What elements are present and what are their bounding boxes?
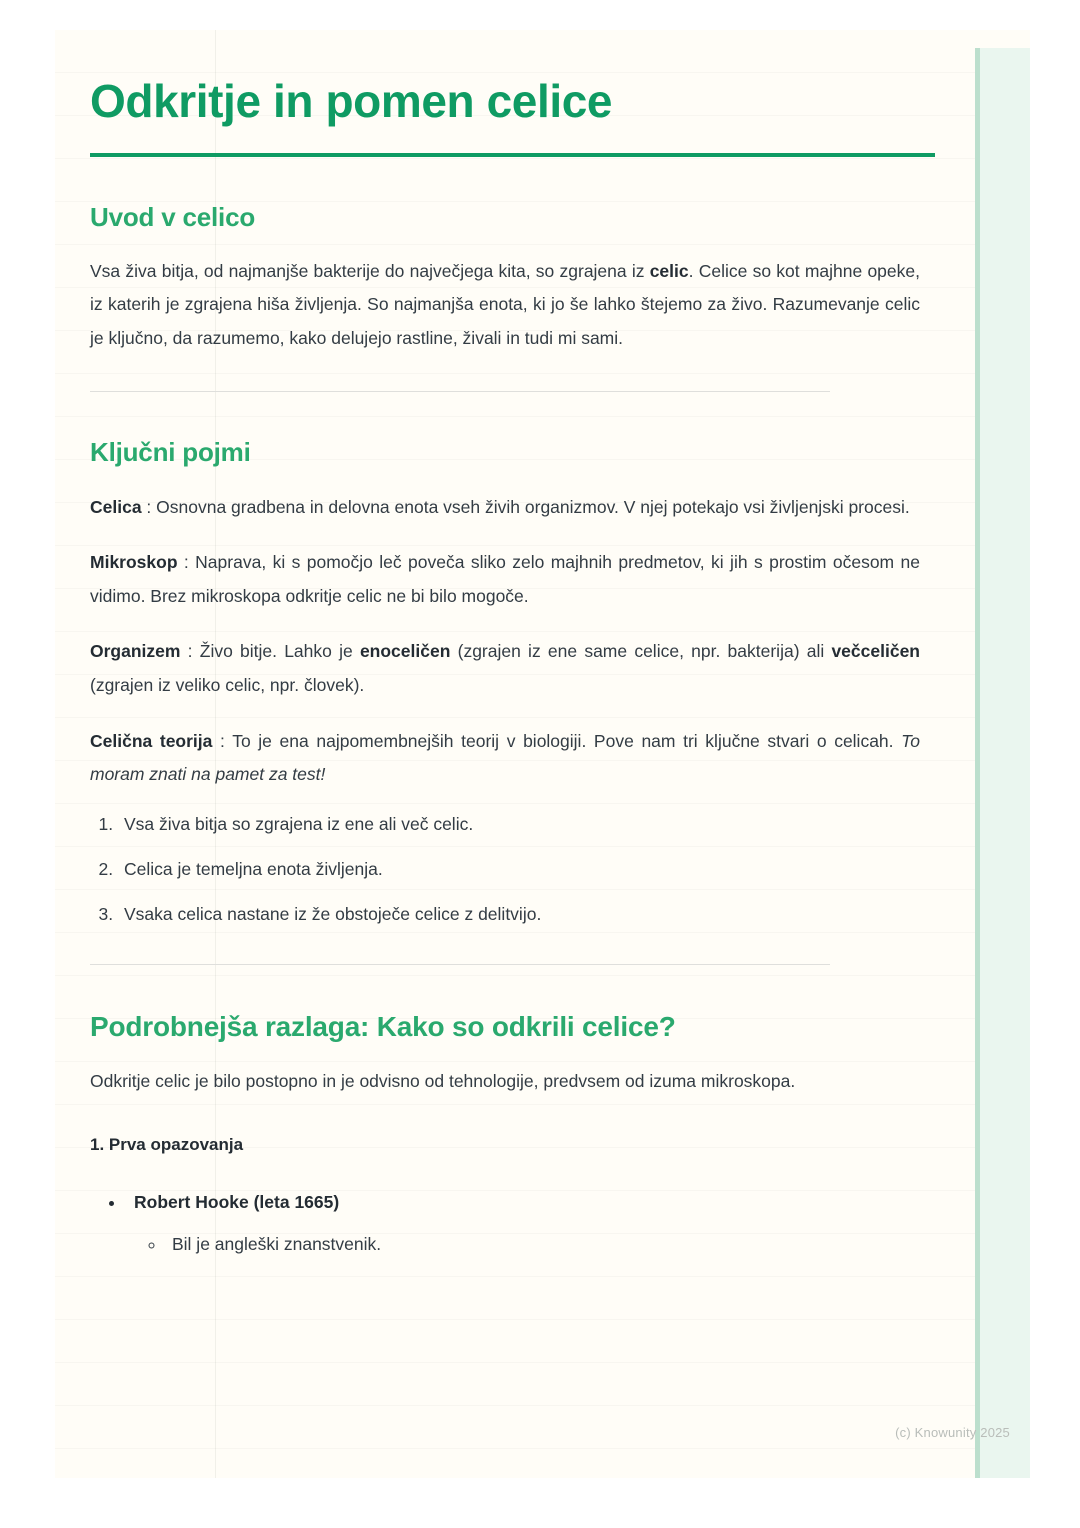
robert-hooke-sublist [134, 1230, 920, 1258]
detail-subsection-heading: 1. Prva opazovanja [90, 1135, 244, 1155]
list-item: 1. Vsa živa bitja so zgrajena iz ene ali več celic. [118, 810, 920, 838]
term-separator-mikroskop: : [177, 552, 196, 573]
term-organizem [90, 635, 920, 702]
list-item: ◦ Bil je angleški znanstvenik. [166, 1230, 920, 1258]
right-accent-panel [980, 48, 1030, 1478]
term-celicna-teorija [90, 725, 920, 792]
list-item: 3. Vsaka celica nastane iz že obstoječe celice z delitvijo. [118, 900, 920, 928]
term-separator-celicna-teorija: : [212, 730, 233, 751]
term-separator-organizem: : [180, 641, 200, 662]
bullet-label-robert-hooke: Robert Hooke (leta 1665) [134, 1191, 340, 1212]
paper-sheet [55, 30, 1030, 1478]
list-item: 2. Celica je temeljna enota življenja. [118, 855, 920, 883]
organizem-text-part3: (zgrajen iz veliko celic, npr. človek). [90, 675, 365, 696]
intro-text-part2: . Celice so kot majhne opeke, iz katerih je zgrajena hiša življenja. So najmanjša enota, ki jo še lahko štejemo za živo. Razumevanje celic je ključno, da razumemo, kako delujejo rastline, živali in tudi mi sami. [90, 260, 920, 348]
celicna-teorija-text: To je ena najpomembnejših teorij v biologiji. Pove nam tri ključne stvari o celicah. [232, 730, 902, 751]
intro-bold-celic: celic [649, 260, 689, 281]
list-item [126, 1188, 920, 1258]
term-label-mikroskop: Mikroskop [90, 552, 178, 573]
detail-paragraph: Odkritje celic je bilo postopno in je odvisno od tehnologije, predvsem od izuma mikroskopa. [90, 1071, 796, 1092]
term-mikroskop [90, 546, 920, 613]
term-label-celica: Celica [90, 496, 142, 517]
knowunity-watermark: (c) Knowunity 2025 [895, 1425, 1010, 1440]
term-label-organizem: Organizem [90, 641, 181, 662]
divider-after-intro [90, 391, 830, 392]
term-label-celicna-teorija: Celična teorija [90, 730, 213, 751]
cell-theory-list [90, 810, 920, 928]
organizem-text-part1: Živo bitje. Lahko je [199, 641, 360, 662]
term-definition-mikroskop: Naprava, ki s pomočjo leč poveča sliko zelo majhnih predmetov, ki jih s prostim očesom ne vidimo. Brez mikroskopa odkritje celic ne bi bilo mogoče. [90, 552, 920, 606]
section-heading-intro: Uvod v celico [90, 201, 256, 232]
divider-after-key-terms [90, 964, 830, 965]
organizem-bold-veccelicen: večceličen [831, 641, 920, 662]
celicna-teorija-italic-note: To moram znati na pamet za test! [90, 730, 920, 785]
term-celica [90, 491, 920, 525]
intro-text-part1: Vsa živa bitja, od najmanjše bakterije do največjega kita, so zgrajena iz [90, 260, 650, 281]
intro-paragraph [90, 255, 920, 356]
term-definition-celica: Osnovna gradbena in delovna enota vseh živih organizmov. V njej potekajo vsi življenjski procesi. [156, 496, 910, 517]
term-separator-celica: : [141, 496, 157, 517]
document-content [90, 30, 920, 1258]
title-underline-rule [90, 153, 935, 157]
section-heading-detail: Podrobnejša razlaga: Kako so odkrili celice? [90, 1010, 676, 1042]
discovery-bullet-list [90, 1188, 920, 1258]
section-heading-key-terms: Ključni pojmi [90, 437, 251, 468]
page-title: Odkritje in pomen celice [90, 75, 613, 127]
organizem-text-part2: (zgrajen iz ene same celice, npr. bakterija) ali [450, 641, 832, 662]
organizem-bold-enocelicen: enoceličen [359, 641, 451, 662]
